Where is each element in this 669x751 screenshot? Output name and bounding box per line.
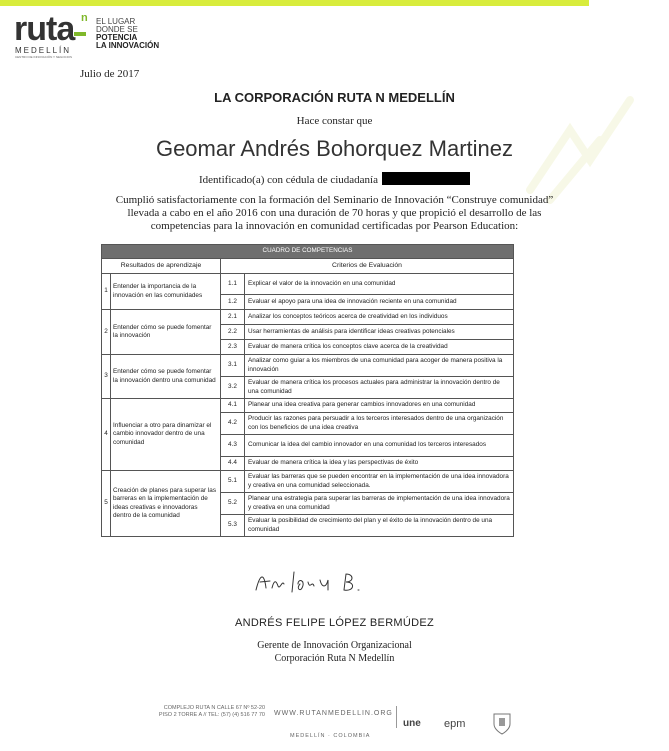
criterion-number: 3.2 xyxy=(221,377,245,399)
group-number: 4 xyxy=(102,399,111,471)
group-number: 1 xyxy=(102,274,111,310)
criterion-text: Evaluar de manera crítica la idea y las perspectivas de éxito xyxy=(245,457,514,471)
footer-website: WWW.RUTANMEDELLIN.ORG xyxy=(274,710,393,717)
table-row xyxy=(102,471,514,493)
document-date: Julio de 2017 xyxy=(80,68,140,80)
logo-city: MEDELLÍN xyxy=(15,46,72,55)
learning-outcome: Creación de planes para superar las barreras en la implementación de ideas creativas e innovadoras dentro de la comunidad xyxy=(111,471,221,537)
group-number: 2 xyxy=(102,310,111,355)
column-header-learning: Resultados de aprendizaje xyxy=(102,259,221,274)
criterion-text: Evaluar la posibilidad de crecimiento del plan y el éxito de la innovación dentro de una comunidad xyxy=(245,515,514,537)
learning-outcome: Entender cómo se puede fomentar la innovación xyxy=(111,310,221,355)
group-number: 3 xyxy=(102,355,111,399)
footer-address: COMPLEJO RUTA N CALLE 67 Nº 52-20 PISO 2 TORRE A // TEL: (57) (4) 516 77 70 xyxy=(158,705,265,718)
table-header-row xyxy=(102,259,514,274)
criterion-text: Analizar como guiar a los miembros de una comunidad para acoger de manera positiva la innovación xyxy=(245,355,514,377)
criterion-number: 5.1 xyxy=(221,471,245,493)
criterion-number: 2.1 xyxy=(221,310,245,325)
column-header-criteria: Criterios de Evaluación xyxy=(221,259,514,274)
criterion-number: 2.3 xyxy=(221,340,245,355)
criterion-number: 5.2 xyxy=(221,493,245,515)
criterion-text: Evaluar las barreras que se pueden encontrar en la implementación de una idea innovadora y creativa en una comunidad seleccionada. xyxy=(245,471,514,493)
criterion-text: Comunicar la idea del cambio innovador en una comunidad los terceros interesados xyxy=(245,435,514,457)
criterion-number: 4.1 xyxy=(221,399,245,413)
learning-outcome: Entender cómo se puede fomentar la innovación dentro una comunidad xyxy=(111,355,221,399)
id-label: Identificado(a) con cédula de ciudadanía xyxy=(199,174,378,186)
competencies-table xyxy=(101,244,514,537)
top-accent-bar xyxy=(0,0,589,6)
certificate-body xyxy=(0,194,669,233)
body-line: llevada a cabo en el año 2016 con una duración de 70 horas y que propició el desarrollo de las xyxy=(127,207,542,219)
criterion-text: Evaluar el apoyo para una idea de innovación reciente en una comunidad xyxy=(245,295,514,310)
criterion-number: 1.2 xyxy=(221,295,245,310)
ruta-n-logo xyxy=(14,12,184,60)
table-row xyxy=(102,355,514,377)
table-row xyxy=(102,310,514,325)
criterion-text: Planear una estrategia para superar las barreras de implementación de una idea innovadora y creativa en una comunidad xyxy=(245,493,514,515)
table-title: CUADRO DE COMPETENCIAS xyxy=(102,245,514,259)
table-row xyxy=(102,274,514,295)
learning-outcome: Entender la importancia de la innovación en las comunidades xyxy=(111,274,221,310)
criterion-text: Analizar los conceptos teóricos acerca de creatividad en los individuos xyxy=(245,310,514,325)
organization-title: LA CORPORACIÓN RUTA N MEDELLÍN xyxy=(214,90,455,105)
redacted-id-number xyxy=(382,172,470,185)
signer-role: Gerente de Innovación Organizacional xyxy=(257,640,412,651)
recipient-name: Geomar Andrés Bohorquez Martinez xyxy=(155,136,514,161)
criterion-number: 4.2 xyxy=(221,413,245,435)
criterion-number: 2.2 xyxy=(221,325,245,340)
logo-subtitle: CENTRO DE INNOVACIÓN Y NEGOCIOS xyxy=(15,55,73,59)
criterion-number: 4.4 xyxy=(221,457,245,471)
criterion-number: 3.1 xyxy=(221,355,245,377)
criterion-text: Producir las razones para persuadir a los terceros interesados dentro de una organización con los beneficios de una idea creativa xyxy=(245,413,514,435)
criterion-number: 5.3 xyxy=(221,515,245,537)
logo-superscript: n xyxy=(81,12,88,24)
criterion-text: Usar herramientas de análisis para identificar ideas creativas potenciales xyxy=(245,325,514,340)
epm-logo: epm xyxy=(444,718,466,730)
criterion-text: Explicar el valor de la innovación en una comunidad xyxy=(245,274,514,295)
logo-slogan: EL LUGAR DONDE SE POTENCIA LA INNOVACIÓN xyxy=(96,17,160,50)
id-line xyxy=(0,172,669,186)
criterion-text: Planear una idea creativa para generar cambios innovadores en una comunidad xyxy=(245,399,514,413)
body-line: Cumplió satisfactoriamente con la formación del Seminario de Innovación “Construye comunidad” xyxy=(115,194,554,206)
footer-city: MEDELLÍN · COLOMBIA xyxy=(290,733,371,739)
criterion-number: 4.3 xyxy=(221,435,245,457)
signature-image xyxy=(250,566,370,596)
criterion-text: Evaluar de manera crítica los conceptos clave acerca de la creatividad xyxy=(245,340,514,355)
group-number: 5 xyxy=(102,471,111,537)
learning-outcome: Influenciar a otro para dinamizar el cambio innovador dentro de una comunidad xyxy=(111,399,221,471)
signer-organization: Corporación Ruta N Medellín xyxy=(274,653,395,664)
table-row xyxy=(102,399,514,413)
criterion-text: Evaluar de manera crítica los procesos actuales para administrar la innovación dentro de una comunidad xyxy=(245,377,514,399)
criterion-number: 1.1 xyxy=(221,274,245,295)
medellin-coat-of-arms-icon xyxy=(490,710,514,738)
footer-separator xyxy=(396,706,397,728)
signer-name: ANDRÉS FELIPE LÓPEZ BERMÚDEZ xyxy=(234,617,435,629)
logo-wordmark: ruta xyxy=(14,10,75,48)
table-title-row xyxy=(102,245,514,259)
une-logo: une xyxy=(403,718,421,729)
logo-dash xyxy=(74,32,86,36)
body-line: competencias para la innovación en comunidad certificadas por Pearson Education: xyxy=(150,220,519,232)
competencies-table-container xyxy=(101,244,514,537)
certifies-text: Hace constar que xyxy=(296,115,373,127)
